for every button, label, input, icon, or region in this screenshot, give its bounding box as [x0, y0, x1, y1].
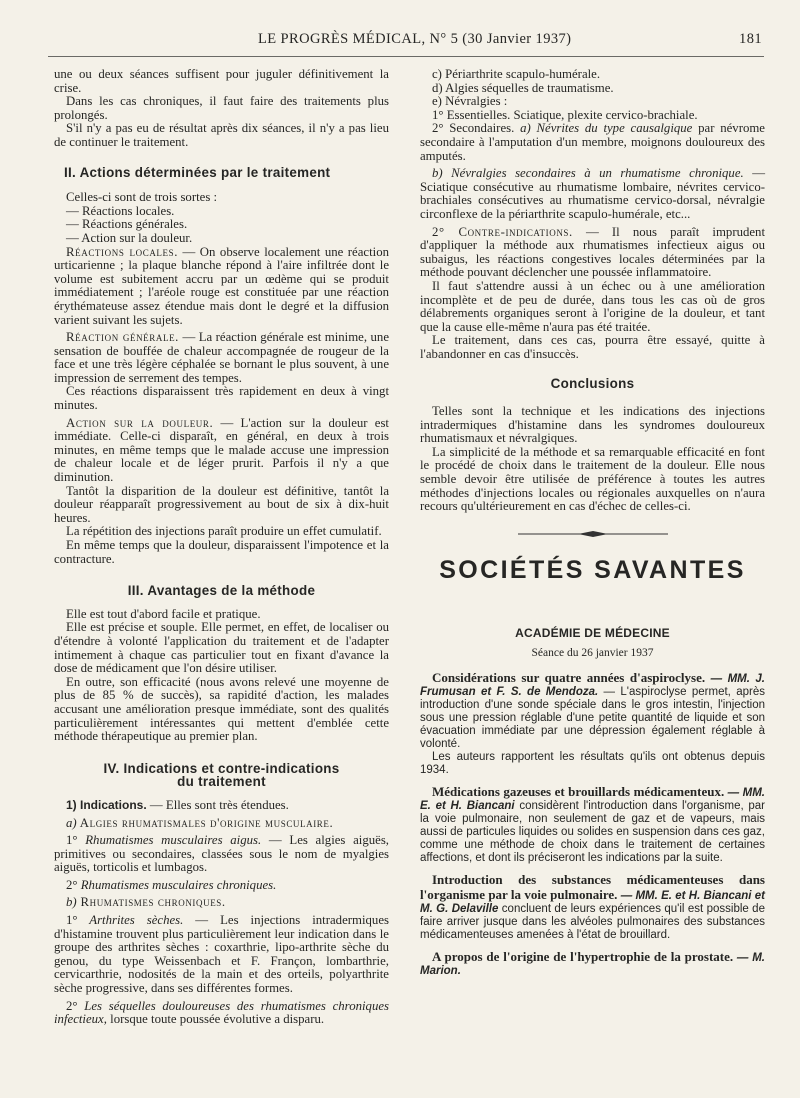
- item-title: b) Névralgies secondaires à un rhumatisme chronique.: [432, 166, 744, 181]
- academy-heading: ACADÉMIE DE MÉDECINE: [515, 626, 670, 641]
- paragraph-text: — La réaction générale est minime, une sensation de bouffée de chaleur accompagnée de rougeur de la face et une très légère céphalée se bornant le plus souvent, à une impression de serrement des tempes.: [54, 330, 389, 385]
- paragraph: Celles-ci sont de trois sortes :: [66, 190, 218, 205]
- run-in-heading: 1) Indications.: [66, 797, 147, 812]
- item-number: 1°: [66, 833, 78, 848]
- list-item: — Réactions locales.: [66, 203, 175, 218]
- paragraph: [420, 226, 765, 280]
- paragraph-text: — On observe localement une réaction urticarienne ; la plaque blanche répond à l'aire infiltrée dont le volume est subitement accru par un œdème qui se produit immédiatement ; l'aréole rouge est constituée par une réaction érythémateuse assez étendue mais dont le degré et la diffusion varient suivant les sujets.: [54, 244, 389, 327]
- communication-title: A propos de l'origine de l'hypertrophie de la prostate.: [432, 948, 734, 964]
- paragraph-text: — L'action sur la douleur est immédiate. Celle-ci disparaît, en général, en deux à trois minutes, en même temps que le malade accuse une impression de chaleur locale et de léger prurit. Parfois il n'y a que diminution.: [54, 415, 389, 485]
- paragraph: [420, 122, 765, 163]
- item-title: a) Névrites du type causalgique: [520, 121, 693, 136]
- communication: [420, 671, 765, 751]
- communication-authors: — MM. E. et H. Biancani: [420, 786, 765, 812]
- paragraph: Les auteurs rapportent les résultats qu'ils ont obtenus depuis 1934.: [420, 750, 765, 776]
- paragraph-text: — Les injections intradermiques d'histamine trouvent plus particulièrement leur indication dans le groupe des arthrites sèches : coxarthrie, lipo-arthrite sèche du genou, du type Weissenbach et F. Françon, lombarthrie, cervicarthrie, nodosités de la main et des orteils, polyarthrite sèche progressive, dans ses différentes formes.: [54, 913, 389, 996]
- communication: [420, 785, 765, 865]
- item-title: Rhumatismes musculaires chroniques.: [77, 877, 277, 892]
- paragraph: La simplicité de la méthode et sa remarquable efficacité en font le procédé de choix dans le traitement de la douleur. Elle nous semble devoir être utilisée de préférence à toutes les autres méthodes d'injections locales ou régionales auxquelles on n'aura recours qu'ultérieurement en cas d'échec de celles-ci.: [420, 444, 765, 514]
- subheading: [54, 896, 389, 910]
- paragraph: Elle est précise et souple. Elle permet, en effet, de localiser ou d'étendre à volonté l'application du traitement et de l'adapter intimement à chaque cas particulier tout en fixant d'avance la dose de médicament que l'on désire utiliser.: [54, 620, 389, 676]
- section-heading-4-line2: du traitement: [177, 774, 266, 790]
- item-label: b): [66, 895, 77, 910]
- paragraph: Ces réactions disparaissent très rapidement en deux à vingt minutes.: [54, 384, 389, 413]
- ornament-divider: [420, 528, 765, 542]
- page-number: 181: [739, 31, 762, 47]
- subheading-text: Rhumatismes chroniques.: [76, 895, 226, 910]
- paragraph-text: — Sciatique consécutive au rhumatisme lombaire, névrites cervico-brachiales consécutives au rhumatisme cervico-dorsal, névralgie circonflexe de la périarthrite scapulo-humérale, etc...: [420, 166, 765, 221]
- paragraph-text: — Les algies aiguës, primitives ou secondaires, classées sous le nom de myalgies aiguës, torticolis et lumbagos.: [54, 833, 389, 875]
- paragraph: Telles sont la technique et les indications des injections intradermiques d'histamine dans les syndromes douloureux rhumatismaux et névralgiques.: [420, 404, 765, 446]
- paragraph-text: par névrome secondaire à l'amputation d'un membre, moignons douloureux des amputés.: [420, 121, 765, 163]
- communication-text: — L'aspiroclyse permet, après introduction d'une sonde spéciale dans le gros intestin, l'injection sous une pression réglable d'une petite quantité de liquide et son évacuation immédiate par une dépression également réglable à volonté.: [420, 685, 765, 750]
- item-label: a): [66, 815, 77, 830]
- subheading-text: Algies rhumatismales d'origine musculaire.: [76, 815, 334, 830]
- item-number: 1°: [66, 913, 78, 928]
- paragraph-text: — Elles sont très étendues.: [146, 797, 289, 812]
- running-head: [62, 33, 762, 53]
- communication-text: considèrent l'introduction dans l'organisme, par la voie pulmonaire, non seulement de gaz et de vapeurs, mais aussi de particules liquides ou solides en suspension dans ces gaz, comme une méthode de choix dans le traitement de certaines affections, et dont ils préciseront les indications par la suite.: [420, 799, 766, 864]
- section-heading-3: III. Avantages de la méthode: [127, 583, 316, 599]
- paragraph: [54, 417, 389, 485]
- communication-authors: — MM. J. Frumusan et F. S. de Mendoza.: [420, 672, 765, 698]
- paragraph-text: — Il nous paraît imprudent d'appliquer la méthode aux rhumatismes infectieux aigus ou subaigus, les réactions congestives locales déterminées par la méthode pouvant déclencher une poussée inflammatoire.: [420, 224, 766, 280]
- conclusions-heading: Conclusions: [550, 376, 635, 392]
- communication-title: Médications gazeuses et brouillards médicamenteux.: [432, 783, 725, 799]
- paragraph: [54, 799, 389, 813]
- communication-title: Introduction des substances médicamenteuses dans l'organisme par la voie pulmonaire.: [420, 871, 765, 902]
- list-item: — Action sur la douleur.: [66, 230, 193, 245]
- subheading: [54, 817, 389, 831]
- run-in-heading: Réactions locales.: [66, 244, 179, 259]
- paragraph: [420, 167, 765, 221]
- ornament-icon: [518, 530, 668, 538]
- right-column: [420, 68, 765, 978]
- communication-text: concluent de leurs expériences qu'il est possible de faire arriver jusque dans les alvéoles pulmonaires des substances médicamenteuses amenées à l'état de brouillard.: [420, 902, 765, 941]
- communication-title: Considérations sur quatre années d'aspiroclyse.: [432, 669, 706, 685]
- paragraph-text: lorsque toute poussée évolutive a disparu.: [106, 1012, 325, 1027]
- list-item: e) Névralgies :: [432, 94, 508, 109]
- paragraph: Elle est tout d'abord facile et pratique.: [66, 606, 261, 621]
- session-date: Séance du 26 janvier 1937: [531, 647, 654, 659]
- item-number: 2° Secondaires.: [432, 121, 521, 136]
- list-item: d) Algies séquelles de traumatisme.: [432, 80, 614, 95]
- paragraph: En outre, son efficacité (nous avons relevé une moyenne de plus de 85 % de succès), sa rapidité d'action, les malades accusant une amélioration presque immédiate, sont des qualités particulièrement intéressantes qui mettent d'emblée cette méthode thérapeutique au premier plan.: [54, 674, 389, 744]
- item-title: Arthrites sèches.: [77, 913, 184, 928]
- item-title: Les séquelles douloureuses des rhumatismes chroniques infectieux,: [54, 998, 389, 1027]
- run-in-heading: 2° Contre-indications.: [432, 224, 573, 239]
- communication: [420, 873, 765, 942]
- journal-title: LE PROGRÈS MÉDICAL, N° 5 (30 Janvier 1937): [258, 31, 572, 47]
- item-number: 2°: [66, 998, 78, 1013]
- paragraph: [54, 879, 389, 893]
- communication-authors: — M. Marion.: [420, 951, 765, 977]
- item-number: 2°: [66, 877, 78, 892]
- paragraph: [54, 246, 389, 328]
- paragraph: Il faut s'attendre aussi à un échec ou à une amélioration incomplète et de peu de durée, dans tous les cas où de gros délabrements organiques seront à l'origine de la douleur, et tant que la cause elle-même n'aura pas été traitée.: [420, 278, 765, 334]
- run-in-heading: Réaction générale.: [66, 330, 179, 345]
- list-item: — Réactions générales.: [66, 217, 188, 232]
- paragraph: La répétition des injections paraît produire un effet cumulatif.: [66, 524, 382, 539]
- header-rule: [48, 56, 764, 57]
- list-item: c) Périarthrite scapulo-humérale.: [432, 67, 601, 81]
- paragraph: [54, 914, 389, 996]
- societes-savantes-title: SOCIÉTÉS SAVANTES: [439, 556, 746, 585]
- section-heading-4: IV. Indications et contre-indications: [103, 760, 340, 776]
- paragraph: une ou deux séances suffisent pour juguler définitivement la crise.: [54, 67, 389, 95]
- list-item: 1° Essentielles. Sciatique, plexite cervico-brachiale.: [432, 107, 698, 122]
- paragraph: Dans les cas chroniques, il faut faire des traitements plus prolongés.: [54, 94, 389, 122]
- communication: [420, 950, 765, 978]
- paragraph: S'il n'y a pas eu de résultat après dix séances, il n'y a pas lieu de continuer le traitement.: [54, 121, 389, 149]
- left-column: [54, 68, 389, 1027]
- paragraph: Tantôt la disparition de la douleur est définitive, tantôt la douleur réapparaît progressivement au bout de six à dix-huit heures.: [54, 483, 389, 525]
- section-heading-2: II. Actions déterminées par le traitement: [64, 164, 331, 180]
- paragraph: [54, 834, 389, 875]
- paragraph: [54, 331, 389, 385]
- paragraph: En même temps que la douleur, disparaissent l'impotence et la contracture.: [54, 538, 389, 566]
- run-in-heading: Action sur la douleur.: [66, 415, 214, 430]
- item-title: Rhumatismes musculaires aigus.: [77, 833, 262, 848]
- communication-authors: — MM. E. et H. Biancani et M. G. Delaville: [420, 889, 765, 915]
- paragraph: Le traitement, dans ces cas, pourra être essayé, quitte à l'abandonner en cas d'insuccès.: [420, 333, 765, 361]
- paragraph: [54, 1000, 389, 1027]
